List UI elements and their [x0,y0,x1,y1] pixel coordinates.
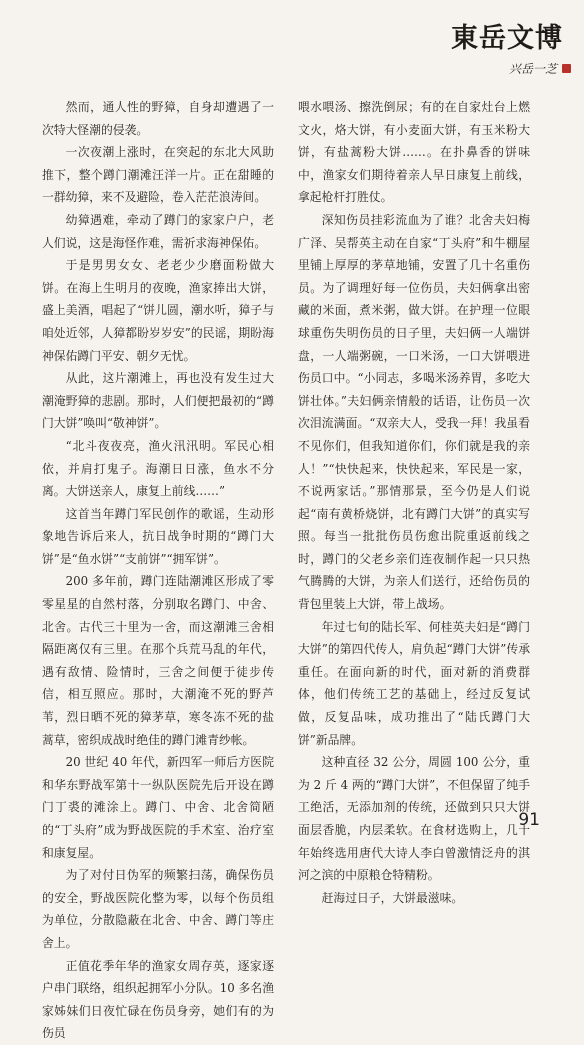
paragraph: 这种直径 32 公分，周圆 100 公分，重为 2 斤 4 两的“蹲门大饼”，不但保留了纯手工绝活，无添加剂的传统，还做到只只大饼面层香脆，内层柔软。在食材选购上，几十年始终选用唐代大诗人李白曾激情泛舟的淇河之滨的中原粮仓特精粉。 [298,755,530,883]
paragraph: 从此，这片潮滩上，再也没有发生过大潮淹野獐的悲剧。那时，人们便把最初的“蹲门大饼”唤叫“敬神饼”。 [42,371,274,431]
paragraph: 年过七旬的陆长军、何桂英夫妇是“蹲门大饼”的第四代传人，肩负起“蹲门大饼”传承重任。在面向新的时代，面对新的消费群体，他们传统工艺的基础上，经过反复试做，反复品味，成功推出了“陆氏蹲门大饼”新品牌。 [298,619,530,747]
magazine-title: 東岳文博 [451,23,563,54]
page-number: 91 [518,810,540,830]
paragraph: 然而，通人性的野獐，自身却遭遇了一次特大怪潮的侵袭。 [42,100,274,137]
paragraph: 这首当年蹲门军民创作的歌谣，生动形象地告诉后来人，抗日战争时期的“蹲门大饼”是“鱼水饼”“支前饼”“拥军饼”。 [42,506,274,566]
paragraph: “北斗夜夜亮，渔火汛汛明。军民心相依，并肩打鬼子。海潮日日涨，鱼水不分离。大饼送亲人，康复上前线……” [42,438,274,499]
paragraph: 幼獐遇难，牵动了蹲门的家家户户，老人们说，这是海怪作难，需祈求海神保佑。 [42,212,274,250]
paragraph-continued: 喂水喂汤、擦洗倒尿；有的在自家灶台上燃文火，烙大饼，有小麦面大饼，有玉米粉大饼，有盐蒿粉大饼……。在扑鼻香的饼味中，渔家女们期待着亲人早日康复上前线，拿起枪杆打胜仗。 [298,100,530,205]
paragraph: 深知伤员挂彩流血为了谁？北舍夫妇梅广泽、吴帮英主动在自家“丁头府”和牛棚屋里铺上厚厚的茅草地铺，安置了几十名重伤员。为了调理好每一位伤员，夫妇俩拿出密藏的米面，煮米粥，做大饼。在护理一位眼球重伤失明伤员的日子里，夫妇俩一人端饼盘，一人端粥碗，一口米汤，一口大饼喂进伤员口中。“小同志，多喝米汤养胃，多吃大饼壮体。”夫妇俩亲情般的话语，让伤员一次次泪流满面。“双亲大人，受我一拜！我虽看不见你们，但我知道你们，你们就是我的亲人！”“快快起来，快快起来，军民是一家，不说两家话。”那情那景，至今仍是人们说起“南有黄桥烧饼，北有蹲门大饼”的真实写照。每当一批批伤员伤愈出院重返前线之时，蹲门的父老乡亲们连夜制作起一只只热气腾腾的大饼，为亲人们送行，还给伤员的背包里装上大饼，带上战场。 [298,212,530,612]
red-seal-icon [562,64,571,73]
calligraphy-signature: 兴岳一芝 [508,62,557,76]
paragraph: 赶海过日子，大饼最滋味。 [321,890,464,905]
paragraph: 20 世纪 40 年代，新四军一师后方医院和华东野战军第十一纵队医院先后开设在蹲门丁裘的滩涂上。蹲门、中舍、北舍简陋的“丁头府”成为野战医院的手术室、治疗室和康复屋。 [42,755,274,860]
page-header [380,8,575,86]
paragraph: 200 多年前，蹲门连陆潮滩区形成了零零星星的自然村落，分别取名蹲门、中舍、北舍。古代三十里为一舍，而这潮滩三舍相隔距离仅有三里。在那个兵荒马乱的年代，遇有敌情、险情时，三舍之间便于徒步传信，相互照应。那时，大潮淹不死的野芦苇，烈日晒不死的獐茅草，寒冬冻不死的盐蒿草，密织成战时绝佳的蹲门滩青纱帐。 [42,574,274,747]
paragraph: 于是男男女女、老老少少磨面粉做大饼。在海上生明月的夜晚，渔家捧出大饼，盛上美酒，唱起了“饼儿圆，潮水听，獐子与咱处近邻，人獐都盼岁岁安”的民谣，期盼海神保佑蹲门平安、朝夕无忧。 [42,258,274,363]
right-text-column [298,96,530,909]
paragraph: 一次夜潮上涨时，在突起的东北大风助推下，整个蹲门潮滩汪洋一片。正在甜睡的一群幼獐，来不及避险，卷入茫茫浪涛间。 [42,145,274,205]
paragraph: 正值花季年华的渔家女周存英，逐家逐户串门联络，组织起拥军小分队。10 多名渔家姊妹们日夜忙碌在伤员身旁，她们有的为伤员 [42,958,274,1041]
left-text-column [42,96,274,1045]
paragraph: 为了对付日伪军的频繁扫荡，确保伤员的安全，野战医院化整为零，以每个伤员组为单位，分散隐蔽在北舍、中舍、蹲门等庄舍上。 [42,868,274,950]
